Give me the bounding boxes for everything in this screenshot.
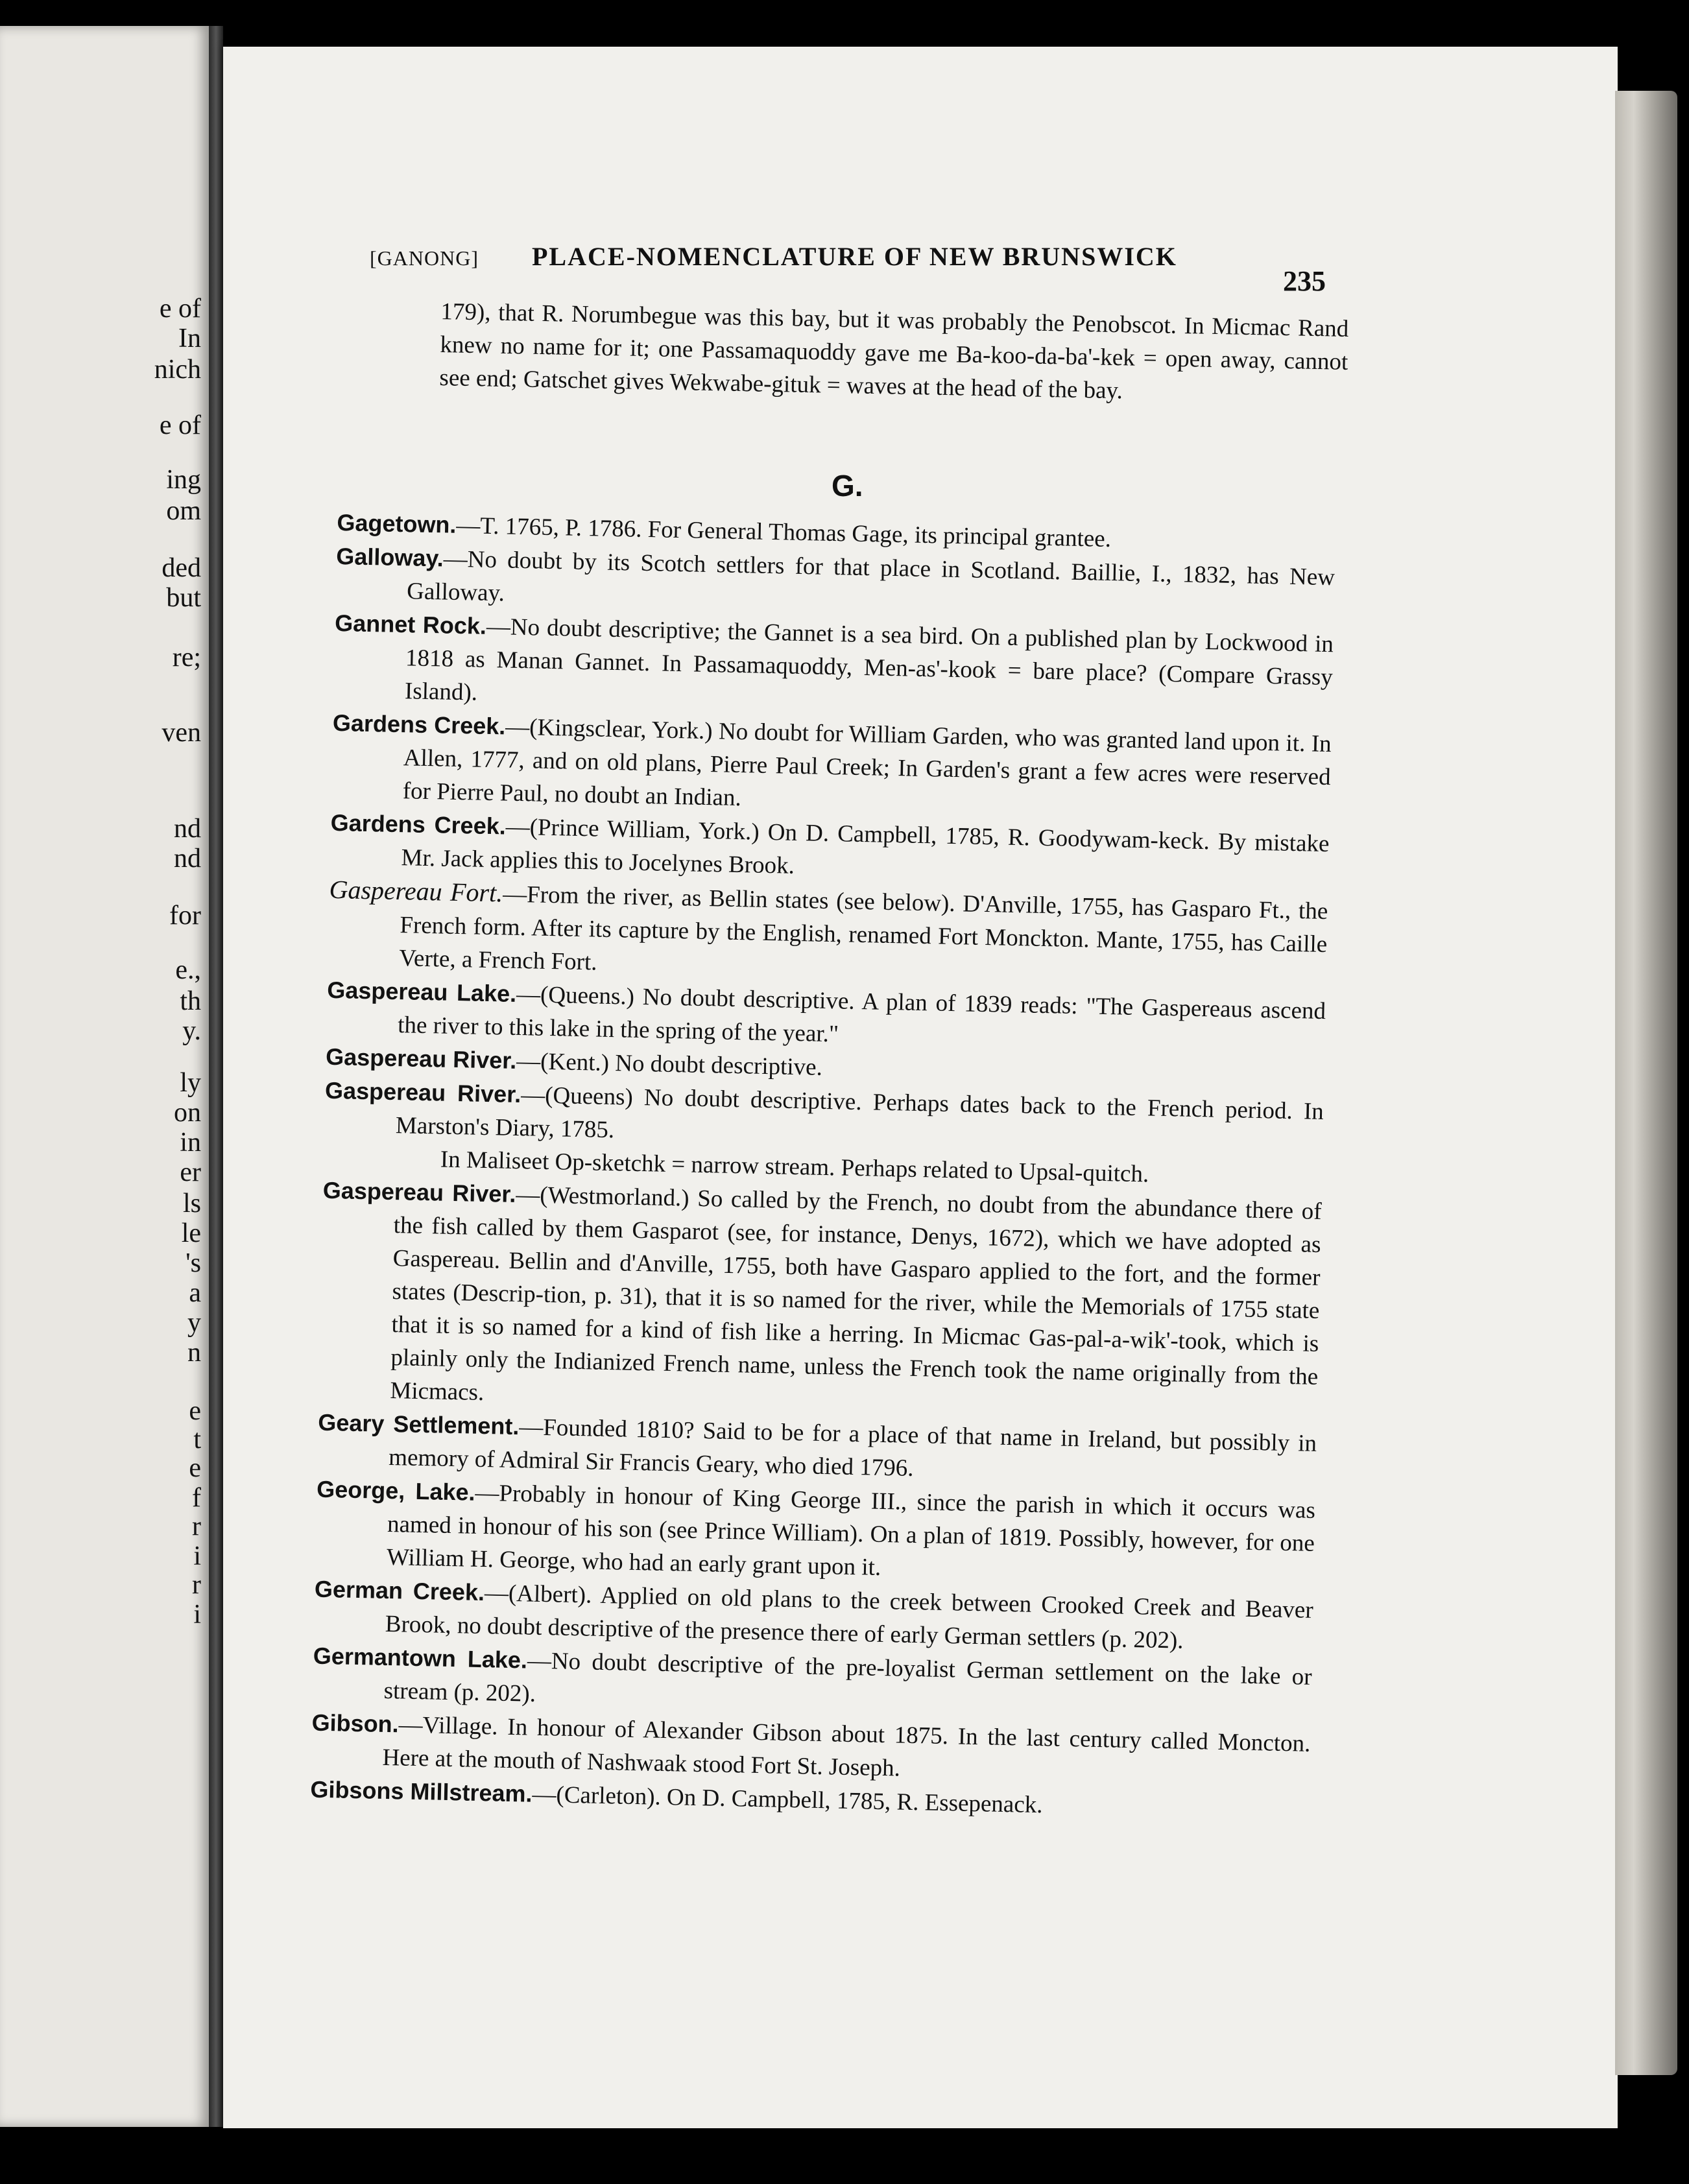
running-title: PLACE-NOMENCLATURE OF NEW BRUNSWICK	[532, 242, 1177, 271]
facing-page-fragment: le	[181, 1218, 201, 1248]
entry-headword: German Creek.	[314, 1575, 485, 1606]
entry-headword: Gaspereau River.	[325, 1043, 517, 1074]
entry-text: —No doubt descriptive of the pre-loyalist German settlement on the lake or stream (p. 202).	[383, 1647, 1312, 1707]
facing-page-text-fragments	[0, 26, 209, 2127]
gazetteer-entry	[318, 1174, 1322, 1427]
facing-page-fragment: nd	[174, 814, 201, 844]
facing-page-fragment: ly	[180, 1068, 201, 1098]
entry-headword: George, Lake.	[316, 1475, 475, 1506]
facing-page-fragment: n	[187, 1338, 201, 1368]
entry-text: —(Kent.) No doubt descriptive.	[516, 1047, 823, 1081]
entry-text: —No doubt by its Scotch settlers for that place in Scotland. Baillie, I., 1832, has New Galloway.	[406, 545, 1336, 607]
entry-headword: Gibsons Millstream.	[310, 1775, 533, 1807]
facing-page-fragment: e.,	[175, 955, 201, 985]
entry-text: —(Prince William, York.) On D. Campbell, 1785, R. Goodywam-keck. By mistake Mr. Jack applies this to Jocelynes Brook.	[401, 813, 1330, 879]
entry-headword: Gaspereau Lake.	[326, 976, 517, 1007]
facing-page-fragment: i	[193, 1541, 201, 1571]
facing-page-fragment: th	[180, 986, 201, 1016]
entry-text: —No doubt descriptive; the Gannet is a sea bird. On a published plan by Lockwood in 1818 as Manan Gannet. In Passamaquoddy, Men-as'-kook = bare place? (Compare Grassy Island).	[404, 613, 1334, 706]
entry-text: —Founded 1810? Said to be for a place of that name in Ireland, but possibly in memory of Admiral Sir Francis Geary, who died 1796.	[388, 1414, 1317, 1482]
entry-headword: Germantown Lake.	[313, 1642, 528, 1674]
facing-page-fragment: e	[189, 1396, 201, 1426]
facing-page-fragment: re;	[172, 643, 201, 672]
entry-text: —(Carleton). On D. Campbell, 1785, R. Essepenack.	[532, 1781, 1043, 1819]
entry-headword: Gaspereau River.	[324, 1076, 521, 1108]
body-text	[337, 293, 1349, 405]
book-gutter	[209, 26, 223, 2127]
gazetteer-entries	[310, 506, 1336, 1827]
entry-headword: Geary Settlement.	[317, 1408, 520, 1440]
entry-headword: Gibson.	[311, 1709, 400, 1738]
entry-headword: Gaspereau Fort.	[329, 874, 503, 908]
facing-page-fragment: i	[193, 1600, 201, 1630]
facing-page-fragment: but	[166, 583, 201, 613]
entry-headword: Gardens Creek.	[332, 709, 506, 740]
entry-text: —Village. In honour of Alexander Gibson about 1875. In the last century called Moncton. Here at the mouth of Nashwaak stood Fort St. Joseph.	[382, 1711, 1311, 1782]
facing-page-fragment: In	[178, 324, 201, 353]
intro-paragraph: 179), that R. Norumbegue was this bay, but it was probably the Penobscot. In Micmac Rand knew no name for it; one Passamaquoddy gave me Ba-koo-da-ba'-kek = open away, cannot see end; Gatschet gives Wekwabe-gituk = waves at the head of the bay.	[439, 298, 1349, 405]
facing-page-fragment: ls	[182, 1189, 201, 1218]
facing-page-fragment: a	[189, 1278, 201, 1308]
page-number: 235	[1283, 265, 1326, 297]
entry-text: —(Albert). Applied on old plans to the creek between Crooked Creek and Beaver Brook, no doubt descriptive of the presence there of early German settlers (p. 202).	[385, 1580, 1314, 1654]
entry-headword: Gaspereau River.	[322, 1176, 516, 1207]
entry-subparagraph: In Maliseet Op-sketchk = narrow stream. Perhaps related to Upsal-quitch.	[440, 1146, 1149, 1188]
entry-text: —From the river, as Bellin states (see below). D'Anville, 1755, has Gasparo Ft., the French form. After its capture by the English, renamed Fort Monckton. Mante, 1755, has Caille Verte, a French Fort.	[398, 881, 1328, 976]
facing-page-fragment: er	[180, 1157, 201, 1187]
facing-page-fragment: r	[192, 1570, 201, 1600]
facing-page-fragment: y	[187, 1308, 201, 1338]
entry-headword: Galloway.	[335, 542, 444, 572]
facing-page-fragment: f	[192, 1483, 201, 1513]
entry-headword: Gagetown.	[337, 508, 457, 538]
facing-page-fragment: r	[192, 1512, 201, 1541]
facing-page-fragment: e	[189, 1453, 201, 1483]
facing-page-fragment: t	[193, 1425, 201, 1454]
entry-text: —(Westmorland.) So called by the French, no doubt from the abundance there of the fish called by them Gasparot (see, for instance, Denys, 1672), which we have adopted as Gaspereau. Bellin and d'Anville, 1755, both have Gasparo applied to the fort, and the former states (Descrip-tion, p. 31), that it is so named for the river, while the Memorials of 1755 state that it is so named for a kind of fish like a herring. In Micmac Gas-pal-a-wik'-took, which is plainly only the Indianized French name, unless the French took the name originally from the Micmacs.	[390, 1181, 1322, 1407]
facing-page-fragment: on	[174, 1098, 201, 1128]
facing-page-fragment: 's	[186, 1248, 201, 1278]
author-tag: [GANONG]	[370, 246, 479, 270]
facing-page-fragment: nich	[154, 355, 201, 385]
entry-text: —(Kingsclear, York.) No doubt for William Garden, who was granted land upon it. In Allen, 1777, and on old plans, Pierre Paul Creek; In Garden's grant a few acres were reserved for Pierre Paul, no doubt an Indian.	[402, 713, 1332, 812]
facing-page-fragment: e of	[159, 410, 201, 440]
facing-page-fragment: om	[166, 496, 201, 526]
entry-headword: Gardens Creek.	[330, 809, 507, 840]
facing-page-fragment: ded	[162, 553, 201, 583]
entry-text: —T. 1765, P. 1786. For General Thomas Gage, its principal grantee.	[455, 512, 1112, 552]
running-header	[370, 241, 1343, 287]
section-letter: G.	[832, 469, 863, 503]
facing-page-fragment: ven	[162, 718, 201, 748]
entry-headword: Gannet Rock.	[334, 609, 487, 639]
facing-page-fragment: for	[169, 901, 201, 931]
facing-page-fragment: in	[180, 1128, 201, 1157]
facing-page-fragment: y.	[182, 1016, 201, 1046]
facing-page-fragment: nd	[174, 844, 201, 873]
facing-page-fragment: ing	[166, 465, 201, 495]
facing-page-edge	[0, 26, 209, 2127]
entry-text: —(Queens.) No doubt descriptive. A plan of 1839 reads: "The Gaspereaus ascend the river to this lake in the spring of the year."	[397, 980, 1326, 1048]
entry-text: —Probably in honour of King George III., since the parish in which it occurs was named in honour of his son (see Prince William). On a plan of 1819. Possibly, however, for one William H. George, who had an early grant upon it.	[386, 1479, 1316, 1581]
book-page-edges	[1615, 91, 1677, 2075]
entry-text: —(Queens) No doubt descriptive. Perhaps dates back to the French period. In Marston's Diary, 1785.	[395, 1082, 1324, 1144]
facing-page-fragment: e of	[159, 294, 201, 324]
